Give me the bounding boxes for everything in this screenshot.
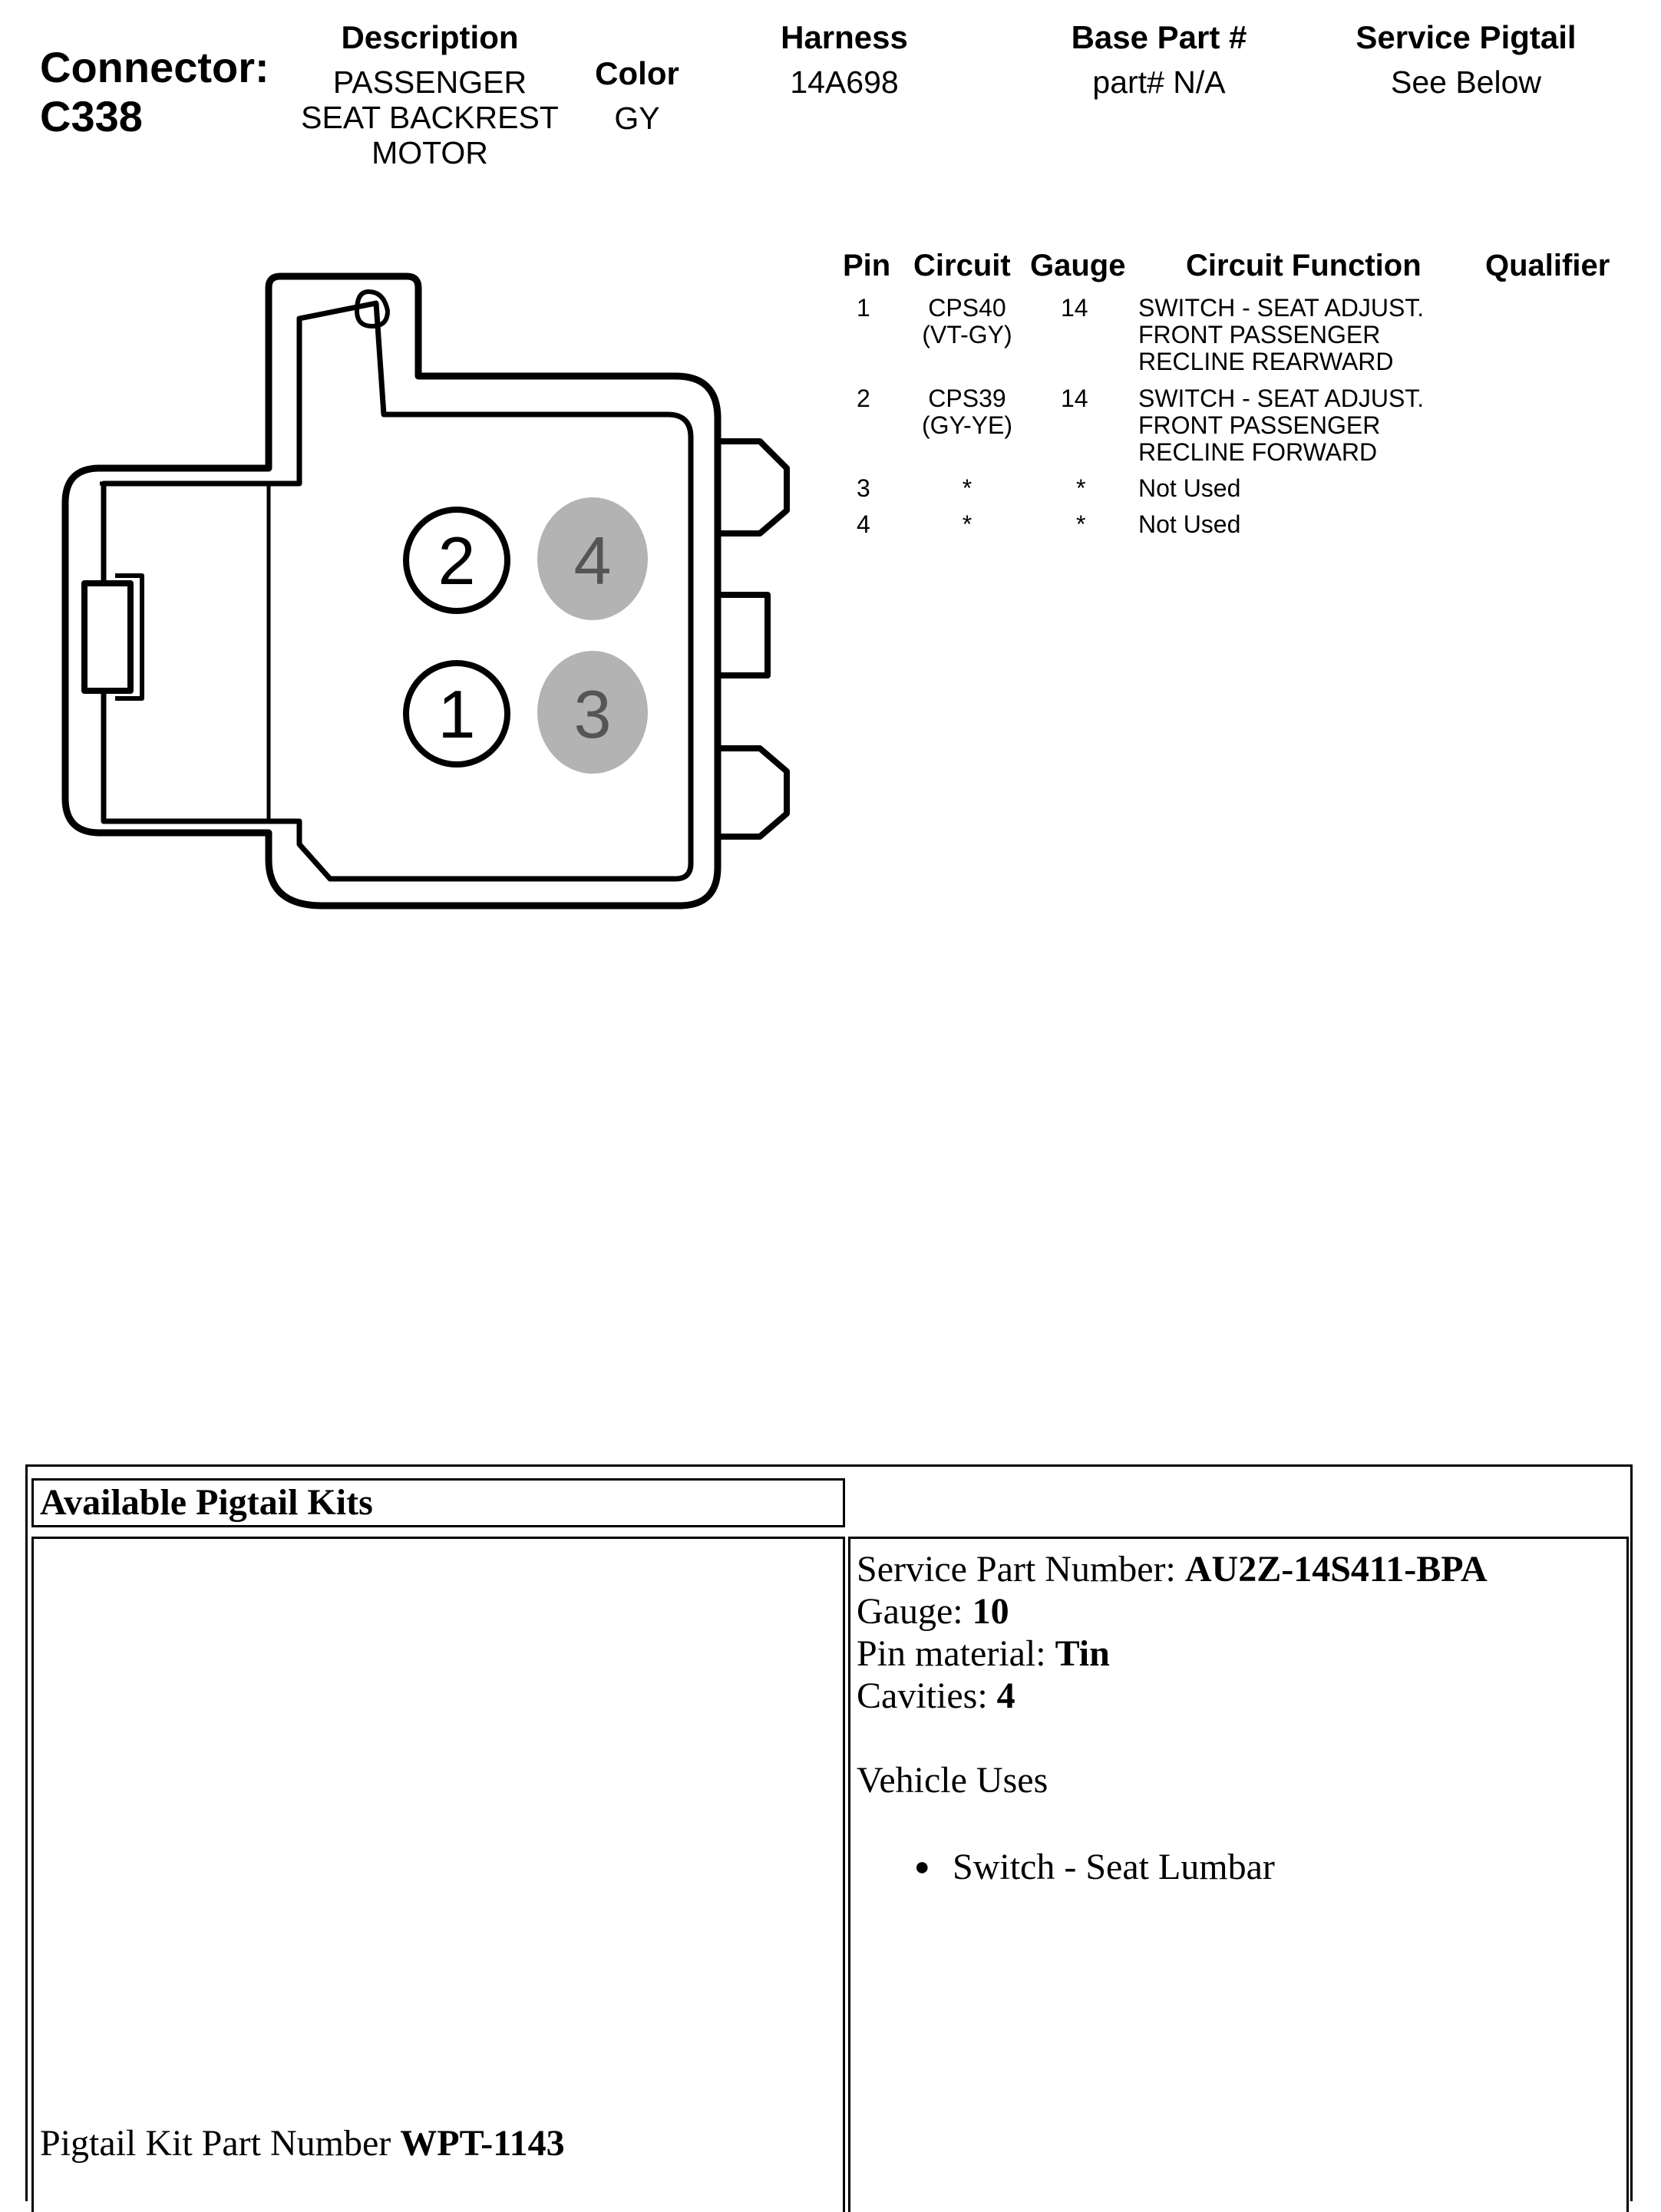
connector-face-diagram (0, 253, 814, 929)
pin-number: 3 (857, 474, 870, 502)
circuit-cell: * (962, 510, 972, 538)
service-part-label: Service Part Number: (857, 1549, 1185, 1590)
pigtail-kits-title: Available Pigtail Kits (40, 1482, 373, 1523)
gauge-value: 10 (972, 1591, 1009, 1632)
cavity-2 (406, 510, 507, 611)
description-line: PASSENGER (332, 64, 527, 100)
function-line: RECLINE FORWARD (1138, 438, 1378, 466)
pin-material-line (857, 1633, 1488, 1675)
circuit-cell: * (962, 474, 972, 502)
color-column (560, 54, 714, 136)
connector-label: Connector: (40, 43, 269, 91)
function-line: SWITCH - SEAT ADJUST. (1138, 385, 1425, 412)
function-line: FRONT PASSENGER (1138, 321, 1381, 348)
description-line: MOTOR (371, 135, 488, 170)
cavities-label: Cavities: (857, 1676, 997, 1716)
circuit-color: (VT-GY) (922, 321, 1012, 348)
gauge-cell: * (1076, 474, 1086, 502)
qualifier-header: Qualifier (1485, 249, 1610, 282)
pigtail-kits-title-cell (31, 1478, 845, 1527)
service-part-value: AU2Z-14S411-BPA (1184, 1549, 1488, 1590)
cavity-4-number: 4 (573, 523, 612, 599)
cavity-3-number: 3 (573, 676, 612, 752)
description-column (276, 18, 583, 170)
cavity-2-number: 2 (438, 523, 476, 599)
pigtail-kit-part-value: WPT-1143 (400, 2123, 565, 2164)
function-line: RECLINE REARWARD (1138, 348, 1394, 375)
gauge-label: Gauge: (857, 1591, 972, 1632)
harness-column (729, 18, 959, 100)
circuit-id: CPS40 (928, 294, 1006, 322)
description-line: SEAT BACKREST (301, 100, 559, 135)
connector-id: C338 (40, 92, 143, 140)
pin-number: 4 (857, 510, 870, 538)
cavities-line (857, 1675, 1488, 1717)
vehicle-use-text: Switch - Seat Lumbar (953, 1847, 1275, 1887)
circuit-id: CPS39 (928, 385, 1006, 412)
pin-header: Pin (843, 249, 891, 282)
cavity-4 (537, 497, 648, 620)
gauge-cell: 14 (1061, 294, 1088, 322)
circuit-cell (906, 295, 1029, 348)
gauge-cell: * (1076, 510, 1086, 538)
base-part-value: part# N/A (1092, 64, 1226, 100)
circuit-cell (906, 385, 1029, 439)
service-pigtail-label: Service Pigtail (1356, 19, 1577, 55)
description-value (276, 64, 583, 170)
pin-material-value: Tin (1055, 1633, 1110, 1674)
pin-material-label: Pin material: (857, 1633, 1055, 1674)
gauge-cell: 14 (1061, 385, 1088, 412)
circuit-color: (GY-YE) (922, 411, 1012, 439)
harness-label: Harness (781, 19, 908, 55)
gauge-line (857, 1590, 1488, 1633)
service-part-number (857, 1548, 1488, 1590)
pigtail-kit-image-cell (31, 1537, 845, 2212)
color-value: GY (614, 101, 660, 136)
harness-value: 14A698 (790, 64, 899, 100)
vehicle-use-item (857, 1846, 1488, 1888)
pin-table (837, 247, 1650, 554)
circuit-header: Circuit (913, 249, 1011, 282)
cavity-1 (406, 663, 507, 764)
cavity-3 (537, 651, 648, 774)
pigtail-kit-part-label: Pigtail Kit Part Number (40, 2123, 401, 2164)
description-label: Description (341, 19, 519, 55)
circuit-function-cell: Not Used (1138, 510, 1241, 538)
circuit-function-header: Circuit Function (1186, 249, 1422, 282)
base-part-label: Base Part # (1071, 19, 1247, 55)
vehicle-uses-label: Vehicle Uses (857, 1760, 1048, 1801)
function-line: SWITCH - SEAT ADJUST. (1138, 294, 1425, 322)
service-pigtail-value: See Below (1390, 64, 1541, 100)
pin-table-header (837, 247, 1610, 286)
circuit-function-cell (1138, 385, 1424, 466)
cavities-value: 4 (996, 1676, 1015, 1716)
function-line: FRONT PASSENGER (1138, 411, 1381, 439)
circuit-function-cell: Not Used (1138, 474, 1241, 502)
cavity-1-number: 1 (438, 676, 476, 752)
circuit-function-cell (1138, 295, 1424, 375)
color-label: Color (595, 55, 679, 91)
pin-number: 1 (857, 294, 870, 322)
bullet-icon: ● (914, 1853, 930, 1881)
pin-number: 2 (857, 385, 870, 412)
service-part-details (857, 1548, 1488, 1888)
gauge-header: Gauge (1030, 249, 1126, 282)
service-part-cell (848, 1537, 1629, 2212)
service-pigtail-column (1320, 18, 1612, 100)
pigtail-kit-part-number (40, 2122, 565, 2164)
base-part-column (1021, 18, 1297, 100)
